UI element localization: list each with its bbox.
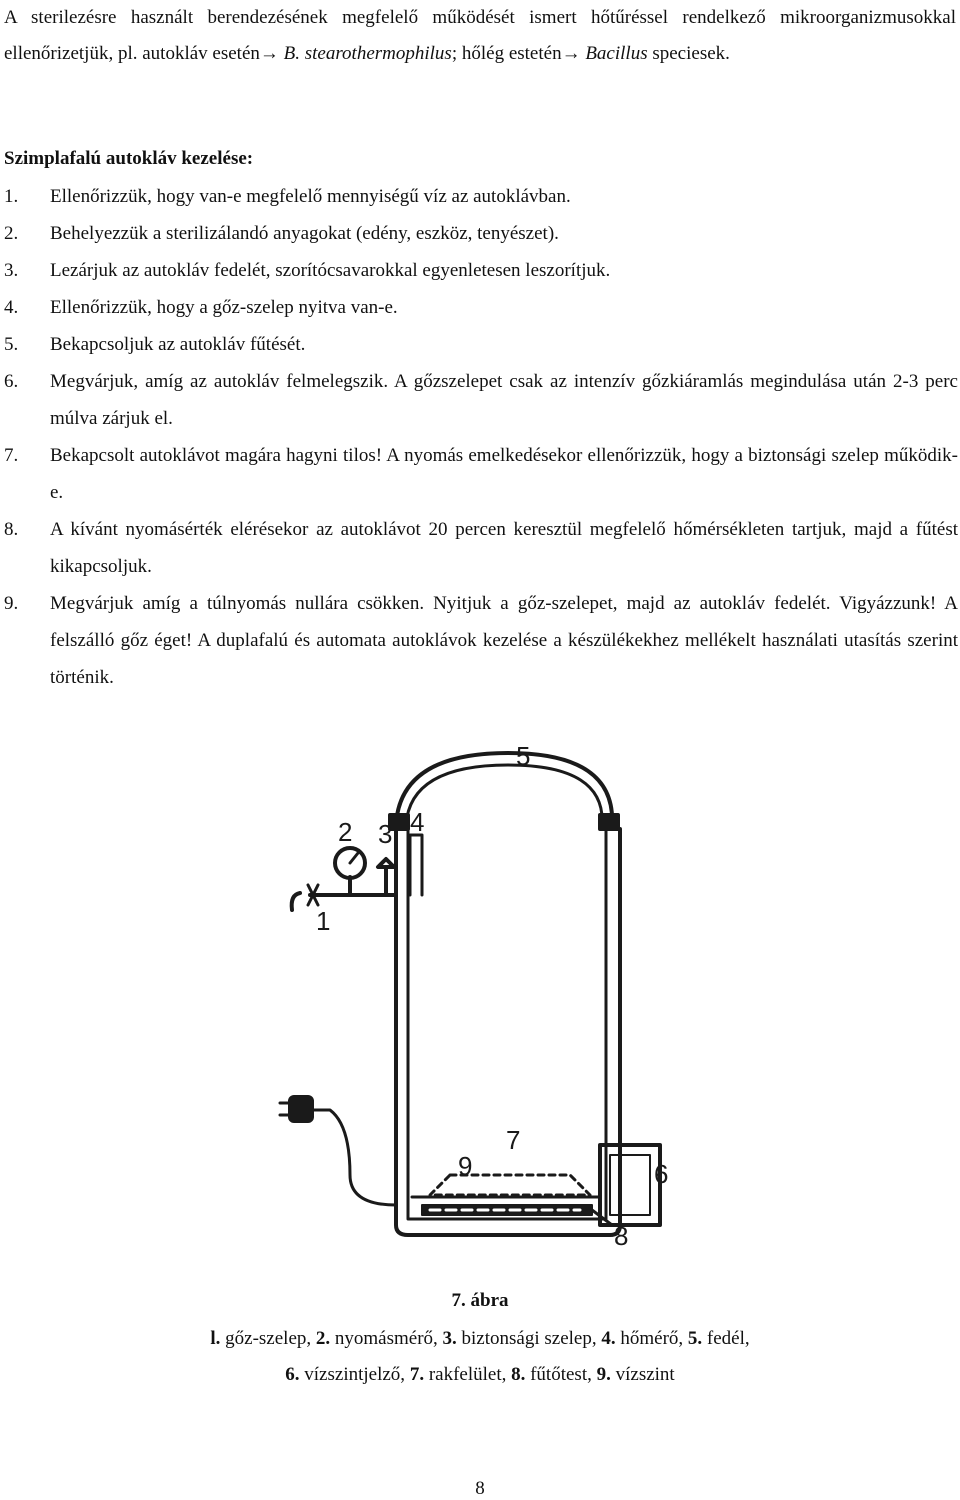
section-heading: Szimplafalú autokláv kezelése:	[4, 148, 254, 169]
legend-text: nyomásmérő,	[334, 1328, 438, 1349]
diagram-label-6: 6	[654, 1159, 669, 1189]
legend-text: hőmérő,	[620, 1328, 684, 1349]
diagram-label-3: 3	[378, 819, 393, 849]
step-number: 1.	[4, 186, 19, 207]
legend-text: fűtőtest,	[530, 1364, 592, 1385]
diagram-label-1: 1	[316, 906, 331, 936]
step-item	[4, 215, 958, 252]
step-number: 8.	[4, 519, 19, 540]
legend-text: biztonsági szelep,	[461, 1328, 597, 1349]
legend-number: 3.	[442, 1328, 457, 1349]
page-number: 8	[475, 1478, 485, 1499]
lid-clamp-right	[600, 815, 618, 829]
intro-text-2: ; hőlég estetén	[451, 43, 562, 64]
species-name-2: Bacillus	[585, 43, 648, 64]
legend-number: 4.	[601, 1328, 616, 1349]
step-text: Ellenőrizzük, hogy van-e megfelelő mennyiségű víz az autoklávban.	[50, 186, 571, 207]
step-item	[4, 437, 958, 511]
step-item	[4, 585, 958, 696]
legend-number: 9.	[596, 1364, 611, 1385]
step-number: 9.	[4, 593, 19, 614]
legend-text: gőz-szelep,	[225, 1328, 312, 1349]
rack-surface	[430, 1175, 590, 1195]
step-item	[4, 252, 958, 289]
figure-legend-line-2	[0, 1364, 960, 1386]
step-text: Lezárjuk az autokláv fedelét, szorítócsavarokkal egyenletesen leszorítjuk.	[50, 260, 611, 281]
diagram-label-7: 7	[506, 1125, 521, 1155]
step-number: 4.	[4, 297, 19, 318]
step-item	[4, 511, 958, 585]
legend-text: vízszintjelző,	[304, 1364, 406, 1385]
step-item	[4, 178, 958, 215]
legend-number: 2.	[315, 1328, 331, 1349]
step-text: Bekapcsolt autoklávot magára hagyni tilos! A nyomás emelkedésekor ellenőrizzük, hogy a biztonsági szelep működik-e.	[50, 445, 958, 503]
legend-number: 8.	[511, 1364, 526, 1385]
diagram-label-8: 8	[614, 1221, 629, 1251]
legend-number: 5.	[687, 1328, 703, 1349]
valve-1	[292, 893, 300, 910]
step-text: Megvárjuk, amíg az autokláv felmelegszik. A gőzszelepet csak az intenzív gőzkiáramlás megindulása után 2-3 perc múlva zárjuk el.	[50, 371, 958, 429]
step-number: 3.	[4, 260, 19, 281]
legend-text: rakfelület,	[428, 1364, 507, 1385]
diagram-label-5: 5	[516, 741, 531, 771]
intro-text-3: speciesek.	[652, 43, 730, 64]
steps-list	[4, 178, 958, 696]
step-text: Ellenőrizzük, hogy a gőz-szelep nyitva van-e.	[50, 297, 398, 318]
arrow-glyph: →	[259, 43, 279, 64]
diagram-label-9: 9	[458, 1151, 473, 1181]
legend-text: vízszint	[615, 1364, 675, 1385]
arrow-glyph: →	[561, 43, 581, 64]
step-text: Behelyezzük a sterilizálandó anyagokat (edény, eszköz, tenyészet).	[50, 223, 559, 244]
legend-number: l.	[210, 1328, 221, 1349]
step-item	[4, 363, 958, 437]
figure-title: 7. ábra	[451, 1290, 509, 1311]
step-number: 2.	[4, 223, 19, 244]
legend-text: fedél,	[706, 1328, 750, 1349]
intro-paragraph	[4, 0, 956, 72]
figure-legend-line-1	[0, 1328, 960, 1350]
power-cord	[310, 1110, 396, 1205]
legend-number: 7.	[409, 1364, 425, 1385]
diagram-label-4: 4	[410, 807, 425, 837]
step-item	[4, 289, 958, 326]
step-number: 5.	[4, 334, 19, 355]
autoclave-diagram	[250, 735, 690, 1280]
step-item	[4, 326, 958, 363]
intro-text-1: A sterilezésre használt berendezésének megfelelő működését ismert hőtűréssel rendelkező mikroorganizmusokkal ellenőrizetjük, pl. autokláv esetén	[4, 7, 956, 64]
step-text: Bekapcsoljuk az autokláv fűtését.	[50, 334, 306, 355]
species-name-1: B. stearothermophilus	[283, 43, 452, 64]
step-text: Megvárjuk amíg a túlnyomás nullára csökken. Nyitjuk a gőz-szelepet, majd az autokláv fedelét. Vigyázzunk! A felszálló gőz éget! A duplafalú és automata autoklávok kezelése a készülékekhez mellékelt használati utasítás szerint történik.	[50, 593, 958, 688]
lid-inner	[406, 765, 602, 825]
legend-number: 6.	[285, 1364, 300, 1385]
plug-icon	[290, 1097, 312, 1121]
step-number: 7.	[4, 445, 19, 466]
lid-clamp-left	[390, 815, 408, 829]
diagram-label-2: 2	[338, 817, 353, 847]
thermometer	[410, 835, 422, 895]
safety-valve	[378, 859, 394, 895]
step-text: A kívánt nyomásérték elérésekor az autoklávot 20 percen keresztül megfelelő hőmérsékleten tartjuk, majd a fűtést kikapcsoljuk.	[50, 519, 958, 577]
step-number: 6.	[4, 371, 19, 392]
vessel-inner	[408, 831, 606, 1219]
